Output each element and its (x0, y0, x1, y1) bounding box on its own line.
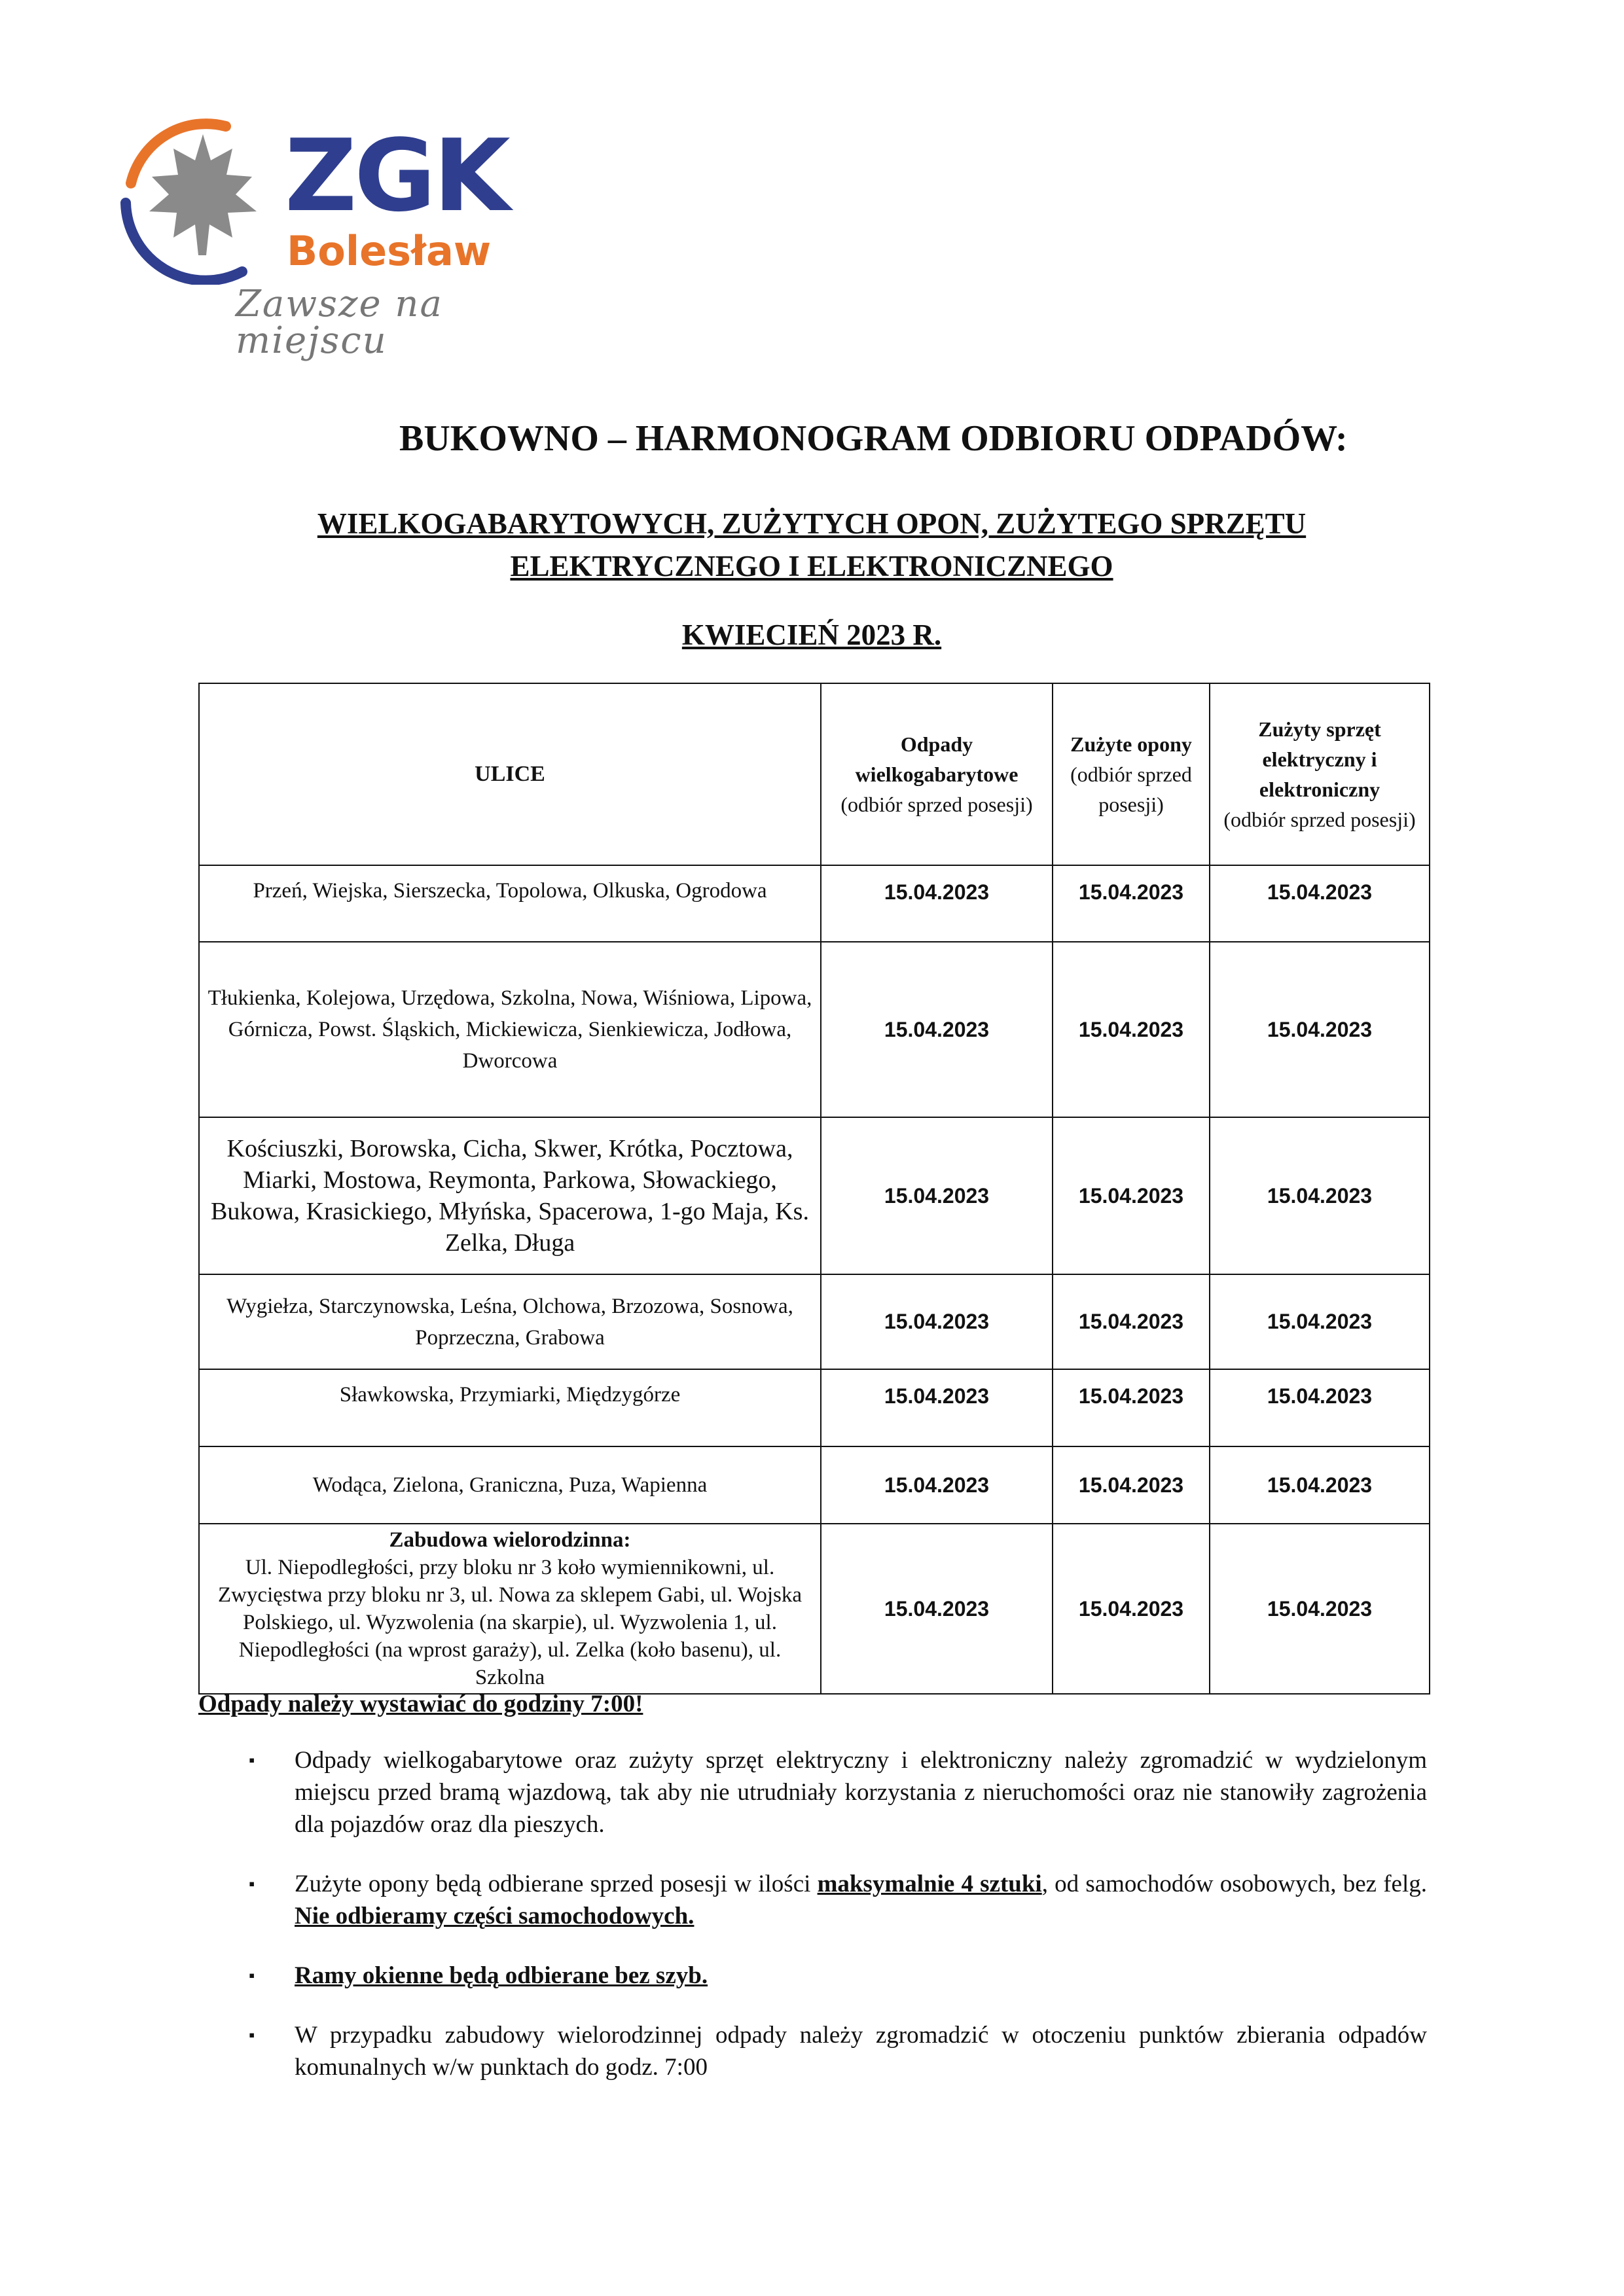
column-header-note: (odbiór sprzed posesji) (1223, 808, 1416, 831)
multi-family-locations: Ul. Niepodległości, przy bloku nr 3 koło wymiennikowni, ul. Zwycięstwa przy bloku nr 3, ul. Nowa za sklepem Gabi, ul. Wojska Polskiego, ul. Wyzwolenia (na skarpie), ul. Wyzwolenia 1, ul. Niepodległości (na wprost garaży), ul. Zelka (koło basenu), ul. Szkolna (217, 1556, 803, 1689)
column-header-bulky-waste (821, 683, 1053, 865)
table-row (199, 1369, 1430, 1446)
list-item (249, 2019, 1427, 2083)
logo-city-text: Bolesław (287, 227, 492, 275)
column-header-electronics (1210, 683, 1430, 865)
date-cell: 15.04.2023 (1053, 865, 1210, 942)
date-cell: 15.04.2023 (821, 1446, 1053, 1524)
streets-cell: Kościuszki, Borowska, Cicha, Skwer, Krótka, Pocztowa, Miarki, Mostowa, Reymonta, Parkowa, Słowackiego, Bukowa, Krasickiego, Młyńska, Spacerowa, 1-go Maja, Ks. Zelka, Długa (199, 1117, 821, 1274)
date-cell: 15.04.2023 (1053, 1446, 1210, 1524)
logo-brand-text: ZGK (285, 118, 508, 234)
date-cell: 15.04.2023 (821, 1117, 1053, 1274)
bullet-icon: ▪ (249, 1966, 255, 1985)
note-text: W przypadku zabudowy wielorodzinnej odpady należy zgromadzić w otoczeniu punktów zbierania odpadów komunalnych w/w punktach do godz. 7:00 (295, 2022, 1427, 2081)
date-cell: 15.04.2023 (1210, 1446, 1430, 1524)
schedule-month: KWIECIEŃ 2023 R. (681, 619, 942, 651)
note-text: Odpady wielkogabarytowe oraz zużyty sprzęt elektryczny i elektroniczny należy zgromadzić w wydzielonym miejscu przed bramą wjazdową, tak aby nie utrudniały korzystania z nieruchomości oraz nie stanowiły zagrożenia dla pojazdów oraz dla pieszych. (295, 1747, 1427, 1838)
date-cell: 15.04.2023 (821, 1524, 1053, 1694)
date-cell: 15.04.2023 (1053, 1117, 1210, 1274)
streets-cell: Wodąca, Zielona, Graniczna, Puza, Wapienna (199, 1446, 821, 1524)
column-header-electronics-title: Zużyty sprzęt elektryczny i elektroniczny (1258, 717, 1381, 801)
column-header-streets: ULICE (199, 683, 821, 865)
bullet-icon: ▪ (249, 2026, 255, 2045)
date-cell: 15.04.2023 (1210, 1117, 1430, 1274)
list-item (249, 1744, 1427, 1840)
date-cell: 15.04.2023 (1210, 1274, 1430, 1369)
note-emphasis: Ramy okienne będą odbierane bez szyb. (295, 1962, 708, 1989)
notes-list (249, 1744, 1427, 2111)
page-subtitle (196, 503, 1427, 588)
maple-leaf-logo-icon (111, 115, 288, 285)
note-emphasis: Nie odbieramy części samochodowych. (295, 1903, 695, 1929)
table-row (199, 942, 1430, 1117)
date-cell: 15.04.2023 (821, 865, 1053, 942)
table-row (199, 1524, 1430, 1694)
subtitle-line-1: WIELKOGABARYTOWYCH, ZUŻYTYCH OPON, ZUŻYTEGO SPRZĘTU (317, 507, 1307, 540)
streets-cell (199, 1524, 821, 1694)
column-header-note: (odbiór sprzed posesji) (1070, 762, 1192, 816)
multi-family-heading: Zabudowa wielorodzinna: (389, 1528, 631, 1552)
streets-cell: Przeń, Wiejska, Sierszecka, Topolowa, Olkuska, Ogrodowa (199, 865, 821, 942)
note-emphasis: maksymalnie 4 sztuki (817, 1871, 1042, 1897)
date-cell: 15.04.2023 (821, 1369, 1053, 1446)
table-row (199, 1117, 1430, 1274)
date-cell: 15.04.2023 (1210, 1369, 1430, 1446)
column-header-note: (odbiór sprzed posesji) (840, 793, 1033, 816)
table-row (199, 865, 1430, 942)
date-cell: 15.04.2023 (1053, 942, 1210, 1117)
page-title: BUKOWNO – HARMONOGRAM ODBIORU ODPADÓW: (399, 418, 1348, 459)
date-cell: 15.04.2023 (1053, 1274, 1210, 1369)
date-cell: 15.04.2023 (1210, 1524, 1430, 1694)
streets-cell: Tłukienka, Kolejowa, Urzędowa, Szkolna, Nowa, Wiśniowa, Lipowa, Górnicza, Powst. Śląskich, Mickiewicza, Sienkiewicza, Jodłowa, Dworcowa (199, 942, 821, 1117)
list-item (249, 1868, 1427, 1932)
column-header-tyres-title: Zużyte opony (1070, 732, 1192, 756)
date-cell: 15.04.2023 (1210, 942, 1430, 1117)
date-cell: 15.04.2023 (821, 942, 1053, 1117)
deadline-notice: Odpady należy wystawiać do godziny 7:00! (198, 1691, 643, 1717)
schedule-table (198, 683, 1430, 1695)
date-cell: 15.04.2023 (1053, 1369, 1210, 1446)
table-row (199, 1446, 1430, 1524)
note-text: Zużyte opony będą odbierane sprzed posesji w ilości (295, 1871, 818, 1897)
table-header-row (199, 683, 1430, 865)
column-header-bulky-waste-title: Odpady wielkogabarytowe (855, 732, 1019, 786)
date-cell: 15.04.2023 (1210, 865, 1430, 942)
bullet-icon: ▪ (249, 1874, 255, 1893)
date-cell: 15.04.2023 (1053, 1524, 1210, 1694)
column-header-tyres (1053, 683, 1210, 865)
table-row (199, 1274, 1430, 1369)
logo-slogan: Zawsze na miejscu (236, 283, 443, 362)
streets-cell: Sławkowska, Przymiarki, Międzygórze (199, 1369, 821, 1446)
note-text: , od samochodów osobowych, bez felg. (1041, 1871, 1428, 1897)
streets-cell: Wygiełza, Starczynowska, Leśna, Olchowa, Brzozowa, Sosnowa, Poprzeczna, Grabowa (199, 1274, 821, 1369)
bullet-icon: ▪ (249, 1751, 255, 1770)
subtitle-line-2: ELEKTRYCZNEGO I ELEKTRONICZNEGO (510, 550, 1113, 583)
date-cell: 15.04.2023 (821, 1274, 1053, 1369)
list-item (249, 1960, 1427, 1992)
company-logo (111, 115, 508, 362)
